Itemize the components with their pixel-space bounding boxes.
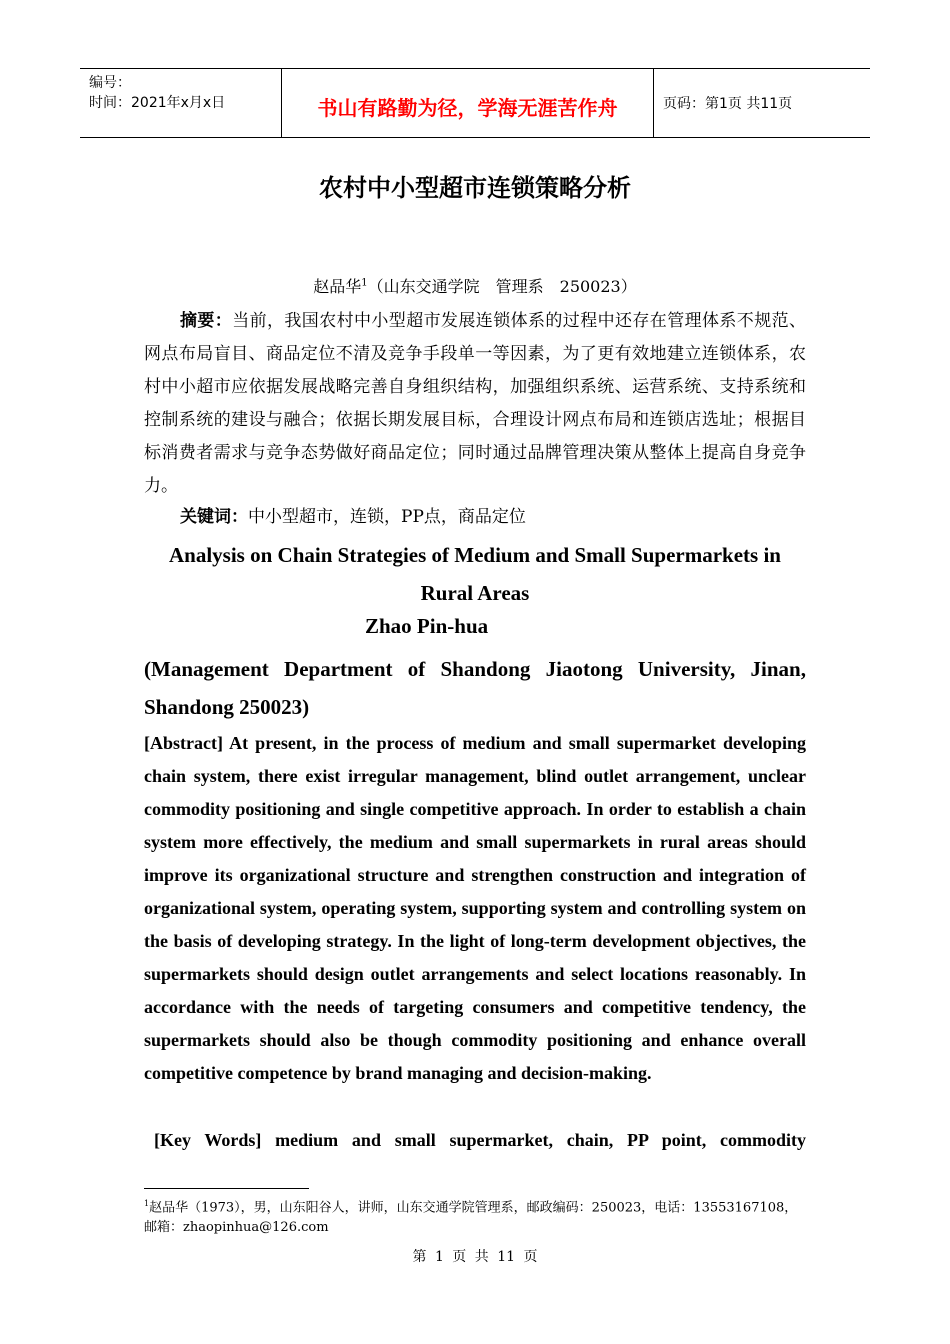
english-author: Zhao Pin-hua: [365, 614, 489, 638]
header-left-cell: [80, 69, 281, 137]
footnote-ref: 1: [144, 1199, 150, 1208]
english-title: Analysis on Chain Strategies of Medium and Small Supermarkets in Rural Areas: [169, 543, 781, 605]
keywords-cn: [180, 504, 526, 530]
author-name: 赵品华: [313, 277, 362, 296]
header-page-number: 页码：第1页 共11页: [663, 96, 793, 112]
document-number-label: 编号：: [89, 75, 131, 91]
abstract-cn: [144, 305, 806, 503]
footnote: [144, 1194, 806, 1238]
document-header: [80, 68, 870, 138]
author-affiliation: （山东交通学院 管理系 250023）: [367, 277, 637, 296]
footnote-divider: [144, 1188, 309, 1189]
author-footnote-ref: 1: [361, 277, 368, 289]
english-keywords: [Key Words] medium and small supermarket, chain, PP point, commodity: [154, 1130, 806, 1150]
abstract-cn-text: 当前，我国农村中小型超市发展连锁体系的过程中还存在管理体系不规范、网点布局盲目、商品定位不清及竞争手段单一等因素，为了更有效地建立连锁体系，农村中小超市应依据发展战略完善自身组织结构，加强组织系统、运营系统、支持系统和控制系统的建设与融合；依据长期发展目标，合理设计网点布局和连锁店选址；根据目标消费者需求与竞争态势做好商品定位；同时通过品牌管理决策从整体上提高自身竞争力。: [144, 311, 807, 496]
document-date: 时间：2021年x月x日: [89, 95, 226, 111]
footnote-text: 赵品华（1973），男，山东阳谷人，讲师，山东交通学院管理系，邮政编码：250023，电话：13553167108，邮箱：zhaopinhua@126.com: [144, 1200, 798, 1236]
english-affiliation: (Management Department of Shandong Jiaotong University, Jinan, Shandong 250023): [144, 657, 806, 719]
keywords-cn-text: 中小型超市，连锁，PP点，商品定位: [248, 507, 526, 527]
abstract-cn-label: 摘要：: [180, 311, 233, 331]
author-line: [0, 274, 950, 297]
header-motto: 书山有路勤为径，学海无涯苦作舟: [281, 69, 654, 137]
page-title: 农村中小型超市连锁策略分析: [319, 174, 631, 202]
english-abstract: [Abstract] At present, in the process of medium and small supermarket developing chain system, there exist irregular management, blind outlet arrangement, unclear commodity positioning and single competitive approach. In order to establish a chain system more effectively, the medium and small supermarkets in rural areas should improve its organizational structure and strengthen construction and integration of organizational system, operating system, supporting system and controlling system on the basis of developing strategy. In the light of long-term development objectives, the supermarkets should design outlet arrangements and select locations reasonably. In accordance with the needs of targeting consumers and competitive tendency, the supermarkets should also be though commodity positioning and enhance overall competitive competence by brand managing and decision-making.: [144, 733, 806, 1083]
keywords-cn-label: 关键词：: [180, 507, 248, 527]
page-footer: 第 1 页 共 11 页: [412, 1249, 538, 1265]
